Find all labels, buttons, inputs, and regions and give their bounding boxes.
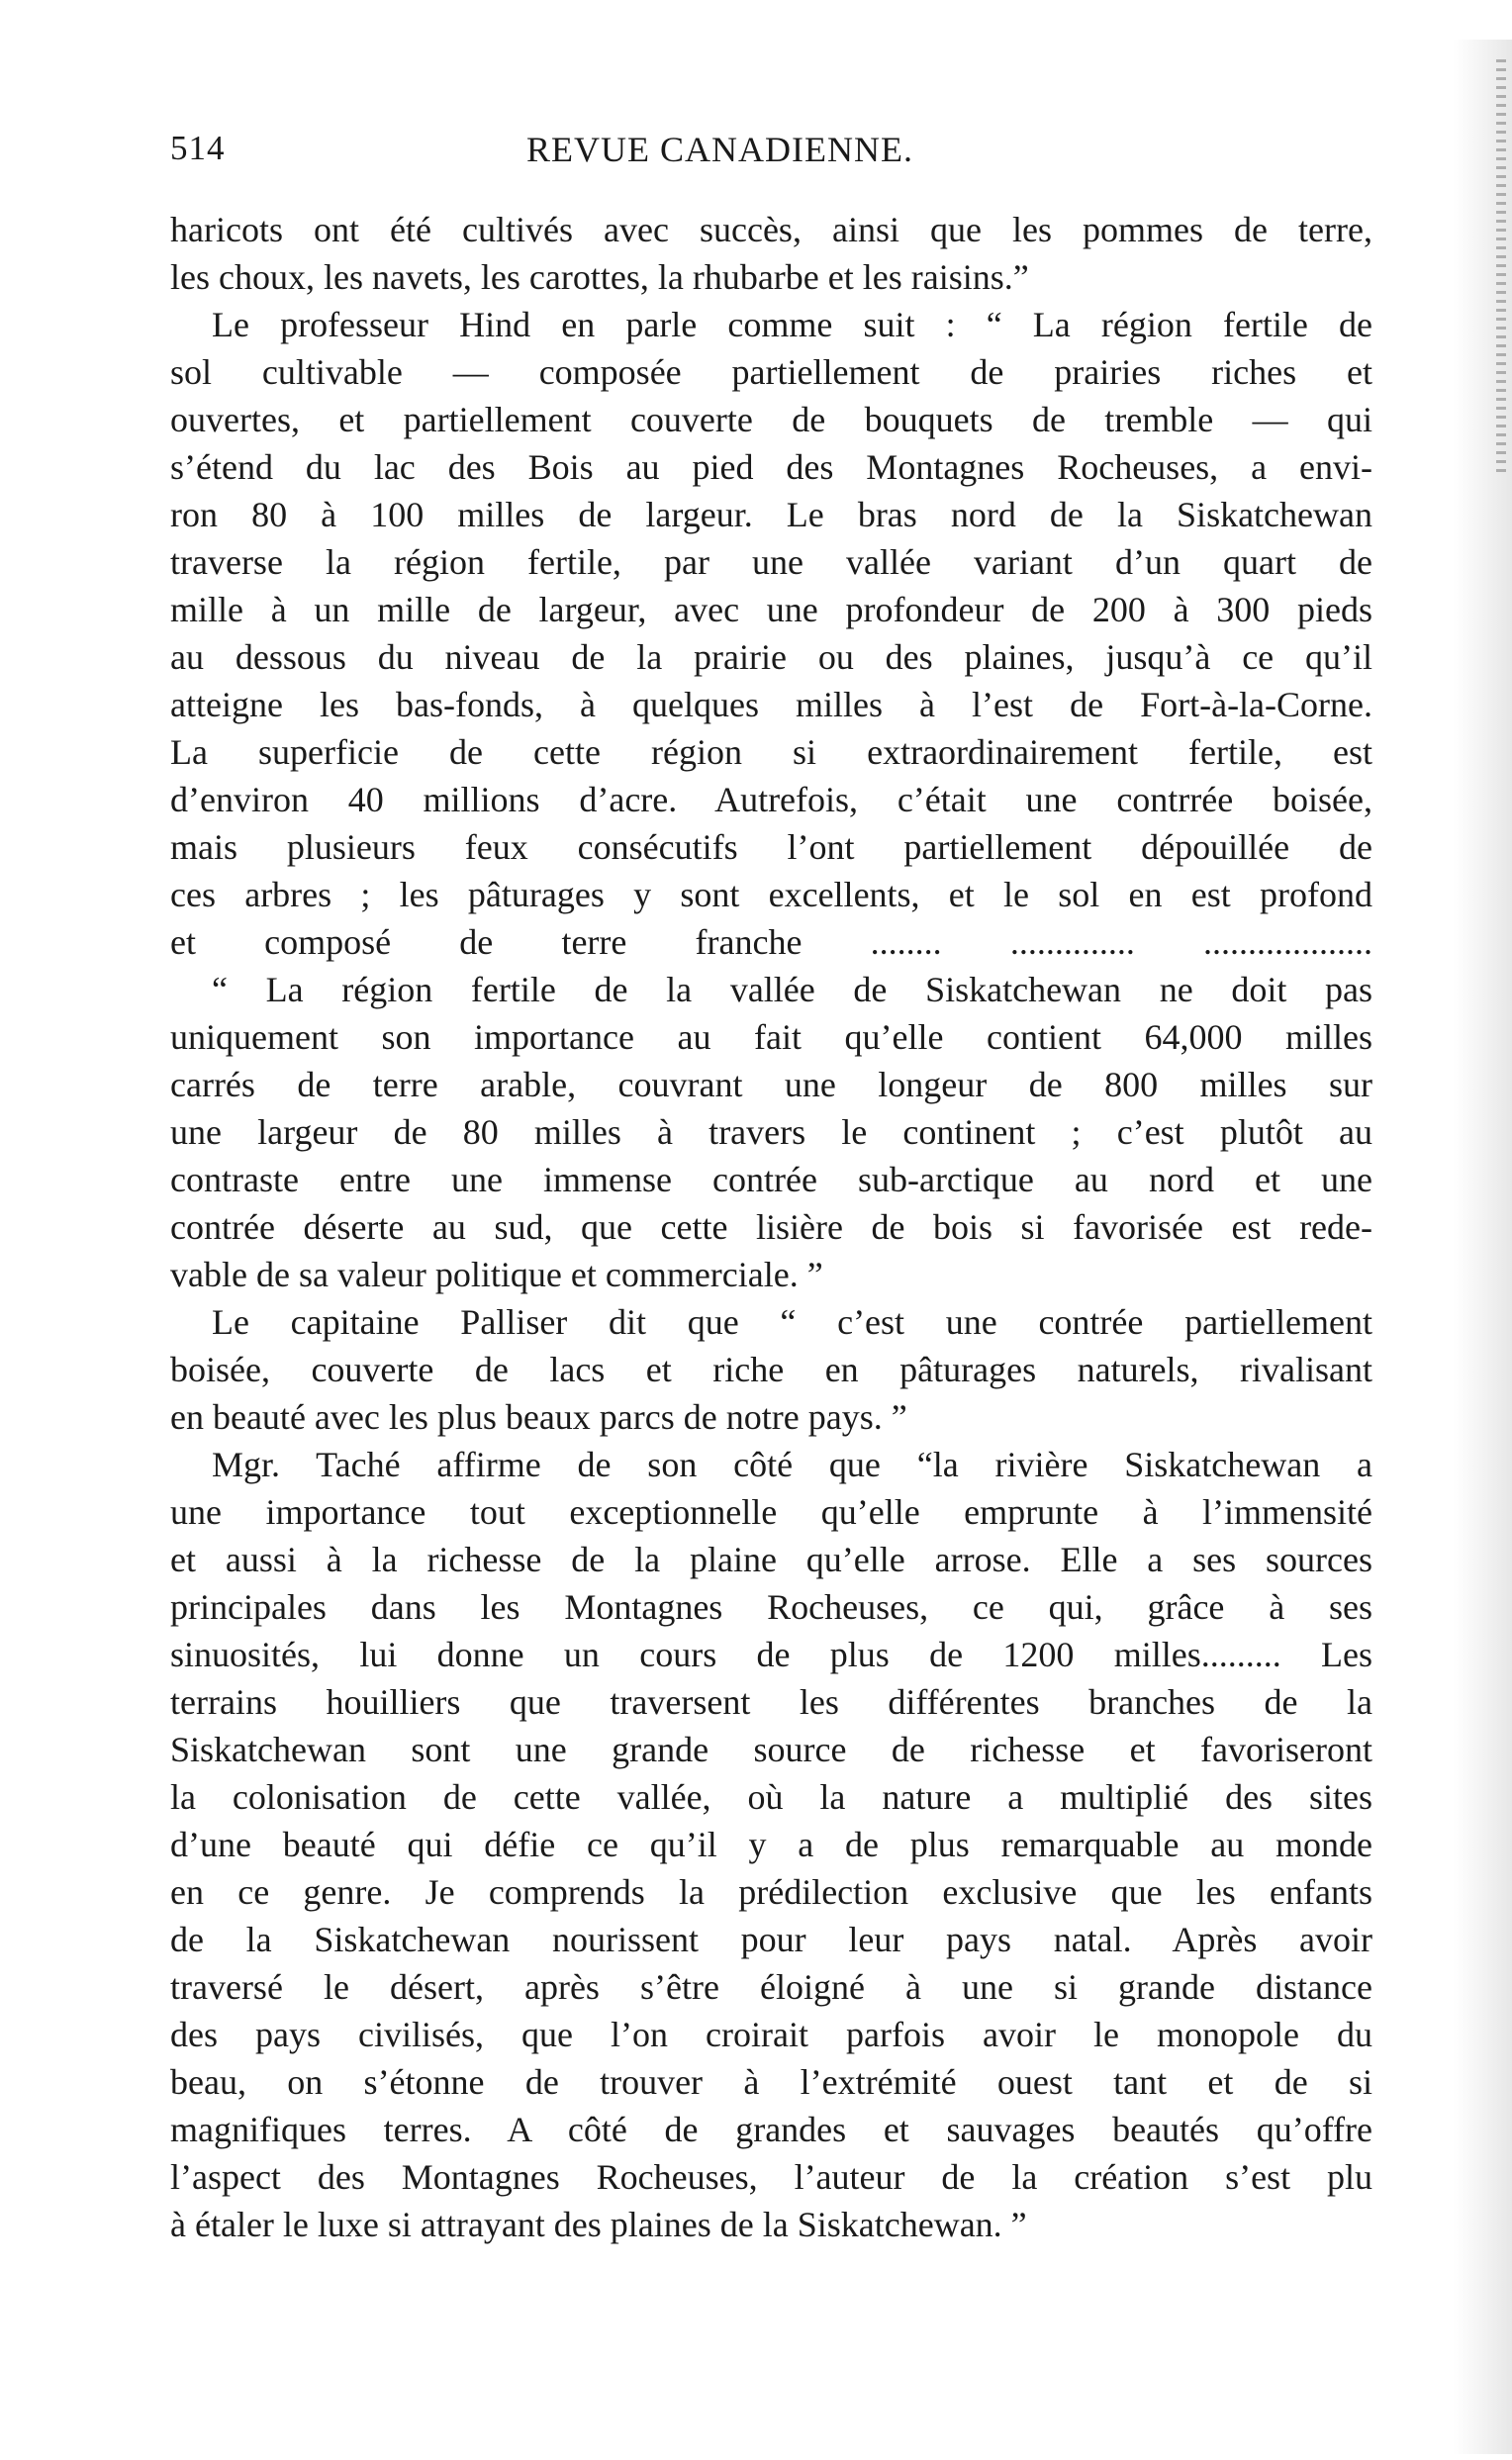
running-title: REVUE CANADIENNE. [526, 130, 913, 169]
binding-edge-shadow [1453, 40, 1512, 2454]
text-line: ouvertes, et partiellement couverte de bouquets de tremble — qui [170, 400, 1372, 439]
text-line: une largeur de 80 milles à travers le continent ; c’est plutôt au [170, 1112, 1372, 1152]
text-line: une importance tout exceptionnelle qu’elle emprunte à l’immensité [170, 1492, 1372, 1532]
text-line: d’une beauté qui défie ce qu’il y a de plus remarquable au monde [170, 1825, 1372, 1864]
text-line: de la Siskatchewan nourissent pour leur pays natal. Après avoir [170, 1920, 1372, 1959]
text-line: carrés de terre arable, couvrant une longeur de 800 milles sur [170, 1065, 1372, 1104]
text-line: La superficie de cette région si extraordinairement fertile, est [170, 732, 1372, 772]
text-line: uniquement son importance au fait qu’elle contient 64,000 milles [170, 1017, 1372, 1057]
running-head [170, 129, 1358, 178]
text-line: traversé le désert, après s’être éloigné à une si grande distance [170, 1967, 1372, 2007]
text-line: beau, on s’étonne de trouver à l’extrémité ouest tant et de si [170, 2062, 1372, 2102]
text-line: traverse la région fertile, par une vallée variant d’un quart de [170, 542, 1372, 582]
text-line: au dessous du niveau de la prairie ou des plaines, jusqu’à ce qu’il [170, 637, 1372, 677]
text-line: les choux, les navets, les carottes, la rhubarbe et les raisins.” [170, 257, 1029, 297]
text-line: la colonisation de cette vallée, où la nature a multiplié des sites [170, 1777, 1372, 1817]
text-line: et composé de terre franche ........ .............. ................... [170, 922, 1372, 962]
page-number: 514 [170, 129, 226, 167]
text-line: sinuosités, lui donne un cours de plus de 1200 milles......... Les [170, 1635, 1372, 1674]
text-line: terrains houilliers que traversent les différentes branches de la [170, 1682, 1372, 1722]
text-line: ron 80 à 100 milles de largeur. Le bras nord de la Siskatchewan [170, 495, 1372, 534]
text-line: en ce genre. Je comprends la prédilection exclusive que les enfants [170, 1872, 1372, 1912]
text-line: vable de sa valeur politique et commerciale. ” [170, 1255, 823, 1294]
text-line: sol cultivable — composée partiellement de prairies riches et [170, 352, 1372, 392]
text-line: mais plusieurs feux consécutifs l’ont partiellement dépouillée de [170, 827, 1372, 867]
text-line: d’environ 40 millions d’acre. Autrefois, c’était une contrrée boisée, [170, 780, 1372, 819]
text-line: s’étend du lac des Bois au pied des Montagnes Rocheuses, a envi- [170, 447, 1372, 487]
text-line: Le capitaine Palliser dit que “ c’est une contrée partiellement [212, 1302, 1372, 1342]
text-line: à étaler le luxe si attrayant des plaines de la Siskatchewan. ” [170, 2205, 1027, 2244]
text-line: Le professeur Hind en parle comme suit : “ La région fertile de [212, 305, 1372, 344]
text-line: Mgr. Taché affirme de son côté que “la rivière Siskatchewan a [212, 1445, 1372, 1484]
text-line: boisée, couverte de lacs et riche en pâturages naturels, rivalisant [170, 1350, 1372, 1389]
text-line: magnifiques terres. A côté de grandes et sauvages beautés qu’offre [170, 2110, 1372, 2149]
text-line: ces arbres ; les pâturages y sont excellents, et le sol en est profond [170, 875, 1372, 914]
text-line: l’aspect des Montagnes Rocheuses, l’auteur de la création s’est plu [170, 2157, 1372, 2197]
text-line: des pays civilisés, que l’on croirait parfois avoir le monopole du [170, 2015, 1372, 2054]
text-line: atteigne les bas-fonds, à quelques milles à l’est de Fort-à-la-Corne. [170, 685, 1372, 724]
text-line: mille à un mille de largeur, avec une profondeur de 200 à 300 pieds [170, 590, 1372, 629]
text-line: contraste entre une immense contrée sub-arctique au nord et une [170, 1160, 1372, 1199]
text-line: et aussi à la richesse de la plaine qu’elle arrose. Elle a ses sources [170, 1540, 1372, 1579]
text-line: Siskatchewan sont une grande source de richesse et favoriseront [170, 1730, 1372, 1769]
text-line: “ La région fertile de la vallée de Siskatchewan ne doit pas [212, 970, 1372, 1009]
text-line: contrée déserte au sud, que cette lisière de bois si favorisée est rede- [170, 1207, 1372, 1247]
text-line: haricots ont été cultivés avec succès, ainsi que les pommes de terre, [170, 210, 1372, 249]
text-line: principales dans les Montagnes Rocheuses, ce qui, grâce à ses [170, 1587, 1372, 1627]
body-text [170, 206, 1372, 2248]
text-line: en beauté avec les plus beaux parcs de notre pays. ” [170, 1397, 907, 1437]
